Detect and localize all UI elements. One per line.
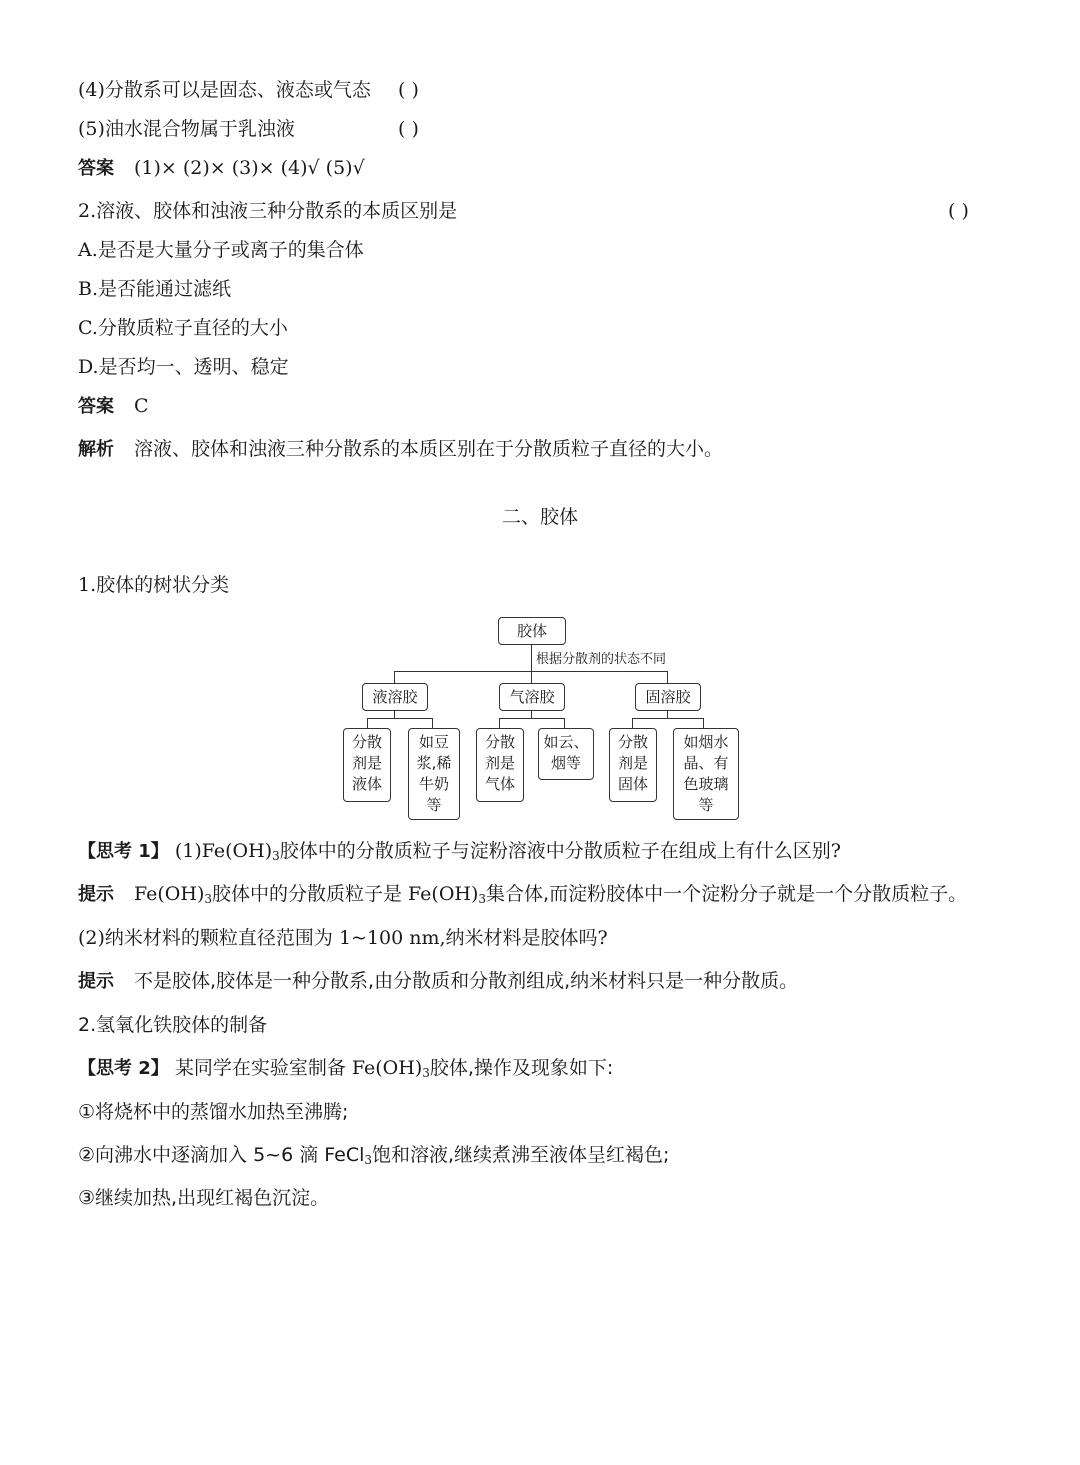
think1-question2: (2)纳米材料的颗粒直径范围为 1~100 nm,纳米材料是胶体吗? bbox=[78, 927, 608, 949]
tree-connector bbox=[531, 671, 532, 683]
tree-connector bbox=[632, 718, 704, 719]
tree-connector bbox=[499, 718, 565, 719]
tree-connector bbox=[667, 671, 668, 683]
tree-connector bbox=[432, 718, 433, 728]
tree-connector bbox=[703, 718, 704, 728]
q2-option-b: B.是否能通过滤纸 bbox=[78, 278, 232, 300]
think1-question1: 【思考 1】 $(1)Fe(OH)_3$胶体中的分散质粒子与淀粉溶液中分散质粒子在组成上有什么区别? bbox=[78, 840, 841, 863]
tree-leaf-liquid-medium: 分散 剂是 液体 bbox=[343, 728, 391, 802]
tree-connector bbox=[531, 710, 532, 718]
tree-connector bbox=[367, 718, 368, 728]
tree-connector bbox=[564, 718, 565, 728]
subsection-tree-heading: 1.胶体的树状分类 bbox=[78, 574, 230, 596]
tree-branch-solid-sol: 固溶胶 bbox=[635, 683, 701, 711]
q2-answer bbox=[78, 393, 149, 420]
answer-value: (1)× (2)× (3)× (4)√ (5)√ bbox=[134, 157, 365, 179]
tree-root-stem bbox=[531, 644, 532, 671]
q1-item-4: (4)分散系可以是固态、液态或气态 bbox=[78, 79, 371, 101]
tree-connector bbox=[632, 718, 633, 728]
subsection-preparation-heading: 2.氢氧化铁胶体的制备 bbox=[78, 1014, 268, 1036]
tree-connector bbox=[367, 718, 433, 719]
think1-hint2: 提示 不是胶体,胶体是一种分散系,由分散质和分散剂组成,纳米材料只是一种分散质。 bbox=[78, 970, 799, 992]
q1-item-5-paren: ( ) bbox=[398, 118, 419, 140]
tree-connector bbox=[499, 718, 500, 728]
tree-connector bbox=[394, 671, 395, 683]
tree-criterion-label: 根据分散剂的状态不同 bbox=[536, 652, 667, 667]
think2-step3: ③继续加热,出现红褐色沉淀。 bbox=[78, 1187, 330, 1209]
think1-label: 【思考 1】 bbox=[78, 841, 169, 862]
q2-option-d: D.是否均一、透明、稳定 bbox=[78, 356, 289, 378]
tree-leaf-solid-medium: 分散 剂是 固体 bbox=[609, 728, 657, 802]
hint-label: 提示 bbox=[78, 971, 114, 992]
hint-label: 提示 bbox=[78, 884, 114, 905]
tree-root: 胶体 bbox=[498, 617, 566, 645]
q2-paren: ( ) bbox=[948, 200, 969, 222]
think2-label: 【思考 2】 bbox=[78, 1058, 169, 1079]
think2-step1: ①将烧杯中的蒸馏水加热至沸腾; bbox=[78, 1101, 349, 1123]
answer-value: C bbox=[134, 395, 149, 417]
answer-label: 答案 bbox=[78, 158, 114, 179]
q1-item-4-paren: ( ) bbox=[398, 79, 419, 101]
q2-stem: 2.溶液、胶体和浊液三种分散系的本质区别是 bbox=[78, 200, 458, 222]
q1-answer bbox=[78, 155, 365, 182]
q2-option-a: A.是否是大量分子或离子的集合体 bbox=[78, 239, 364, 261]
q2-option-c: C.分散质粒子直径的大小 bbox=[78, 317, 288, 339]
answer-label: 答案 bbox=[78, 396, 114, 417]
section-title: 二、胶体 bbox=[501, 506, 578, 528]
think1-hint1: 提示 $Fe(OH)_3$胶体中的分散质粒子是 $Fe(OH)_3$集合体,而淀粉胶体中一个淀粉分子就是一个分散质粒子。 bbox=[78, 883, 968, 906]
analysis-label: 解析 bbox=[78, 439, 114, 460]
tree-branch-aerosol: 气溶胶 bbox=[499, 683, 565, 711]
q2-analysis bbox=[78, 436, 723, 463]
tree-leaf-solid-examples: 如烟水 晶、有 色玻璃 等 bbox=[673, 728, 739, 820]
analysis-value: 溶液、胶体和浊液三种分散系的本质区别在于分散质粒子直径的大小。 bbox=[134, 438, 724, 460]
tree-connector bbox=[394, 710, 395, 718]
tree-leaf-liquid-examples: 如豆 浆,稀 牛奶 等 bbox=[408, 728, 460, 820]
tree-branch-liquid-sol: 液溶胶 bbox=[362, 683, 428, 711]
tree-leaf-gas-medium: 分散 剂是 气体 bbox=[476, 728, 524, 802]
tree-leaf-gas-examples: 如云、 烟等 bbox=[538, 728, 594, 780]
tree-connector bbox=[667, 710, 668, 718]
think2-intro: 【思考 2】 某同学在实验室制备 $Fe(OH)_3$胶体,操作及现象如下: bbox=[78, 1057, 614, 1080]
q1-item-5: (5)油水混合物属于乳浊液 bbox=[78, 118, 295, 140]
think2-step2: ②向沸水中逐滴加入 5~6 滴 FeCl$_3$饱和溶液,继续煮沸至液体呈红褐色; bbox=[78, 1144, 670, 1167]
